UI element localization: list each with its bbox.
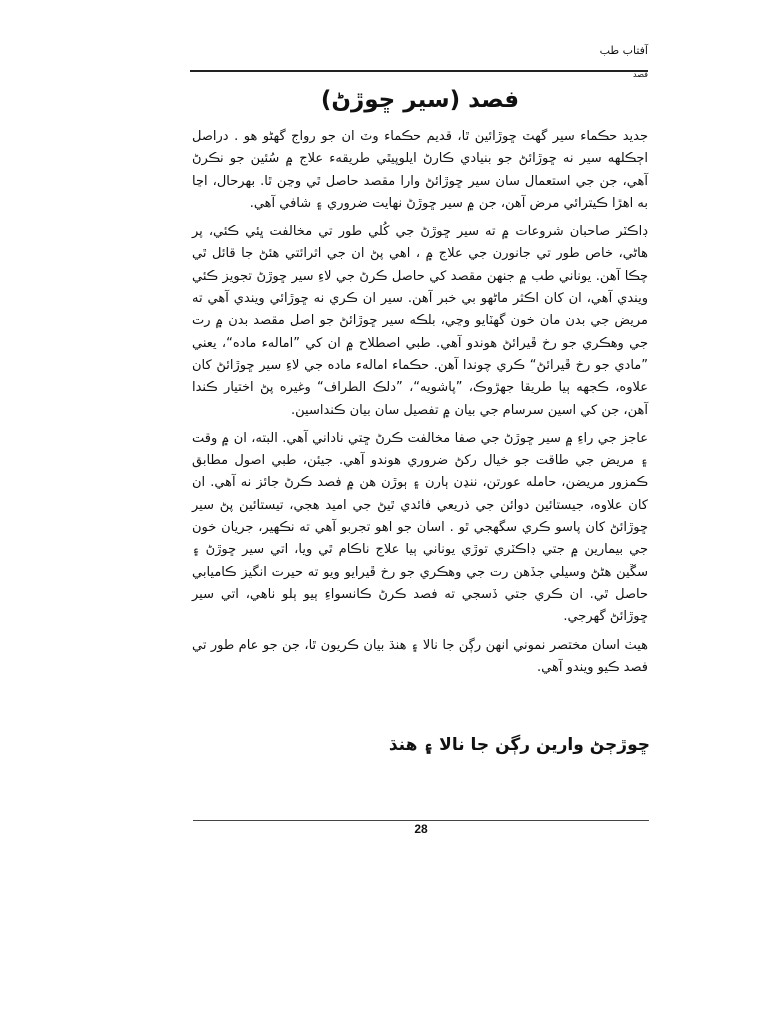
footer-rule bbox=[193, 820, 649, 821]
section-name: فصد bbox=[633, 70, 648, 79]
book-title: آفتاب طب bbox=[599, 44, 648, 57]
section-subheading: ڇوڙڄڻ وارين رڳن جا نالا ۽ هنڌ bbox=[388, 735, 650, 755]
body-text bbox=[192, 126, 648, 685]
header-rule bbox=[190, 70, 648, 72]
paragraph: جديد حڪماء سير گهٽ ڇوڙائين ٿا، قديم حڪماء وٽ ان جو رواج گهڻو هو . دراصل اڄڪلهه سير نه ڇوڙائڻ جو بنيادي ڪارڻ ايلوپيٿي طريقهء علاج ۾ سُئين جو نڪرڻ آهي، جن جي استعمال سان سير ڇوڙائڻ وارا مقصد حاصل ٿي وڃن ٿا. بهرحال، اڃا به اهڙا ڪيترائي مرض آهن، جن ۾ سير ڇوڙڻ نهايت ضروري ۽ شافي آهي. bbox=[192, 129, 648, 211]
page-number: 28 bbox=[414, 822, 428, 836]
paragraph: هيٺ اسان مختصر نموني انهن رڳن جا نالا ۽ هنڌ بيان ڪريون ٿا، جن جو عام طور تي فصد ڪيو ويندو آهي. bbox=[192, 637, 648, 675]
paragraph: عاجز جي راءِ ۾ سير ڇوڙڻ جي صفا مخالفت ڪرڻ ڇتي ناداني آهي. البته، ان ۾ وقت ۽ مريض جي طاقت جو خيال رکڻ ضروري هوندو آهي. جيئن، طبي اصول مطابق ڪمزور مريضن، حامله عورتن، ننڍن ٻارن ۽ ٻوڙن هن ۾ فصد ڪرڻ جائز نه آهي. ان کان علاوه، جيستائين دوائن جي ذريعي فائدي ٿيڻ جي اميد هجي، تيستائين پڻ سير ڇوڙائڻ کان پاسو ڪري سگهجي ٿو . اسان جو اهو تجربو آهي ته نڪهير، جريان خون جي بيمارين ۾ جتي ڊاڪٽري توڙي يوناني ٻيا علاج ناڪام ٿي ويا، اتي سير ڇوڙڻ ۽ سڱين هڻڻ وسيلي جڏهن رت جي وهڪري جو رخ ڦيرايو ويو ته حيرت انگيز ڪاميابي حاصل ٿي. ان ڪري جتي ڏسجي ته فصد ڪرڻ ڪانسواءِ ٻيو ٻلو ناهي، اتي سير ڇوڙائڻ گهرجي. bbox=[192, 430, 648, 625]
paragraph: ڊاڪٽر صاحبان شروعات ۾ ته سير ڇوڙڻ جي کُلي طور تي مخالفت ڀئي ڪئي، پر هاڻي، خاص طور تي جانورن جي علاج ۾ ، اهي پڻ ان جي اثرائتي هئڻ جا قائل ٿي چڪا آهن. يوناني طب ۾ جنهن مقصد کي حاصل ڪرڻ جي لاءِ سير ڇوڙڻ تجويز ڪئي ويندي آهي، ان کان اڪثر ماڻهو بي خبر آهن. سير ان ڪري نه ڇوڙائي ويندي آهي ته مريض جي بدن مان خون گهٽايو وڃي، بلڪه سير ڇوڙائڻ جو اصل مقصد بدن ۾ رت جي وهڪري جو رخ ڦيرائڻ هوندو آهي. طبي اصطلاح ۾ ان کي ”امالهء ماده“، يعني ”مادي جو رخ ڦيرائڻ“ ڪري چوندا آهن. حڪماء امالهء ماده جي لاءِ سير ڇوڙائڻ کان علاوه، ڪجهه ٻيا طريقا جهڙوڪ، ”پاشويه“، ”دلڪ الطراف“ وغيره پڻ اختيار ڪندا آهن، جن کي اسين سرسام جي بيان ۾ تفصيل سان بيان ڪنداسين. bbox=[192, 224, 648, 418]
chapter-heading: فصد (سير ڇوڙڻ) bbox=[320, 87, 520, 113]
